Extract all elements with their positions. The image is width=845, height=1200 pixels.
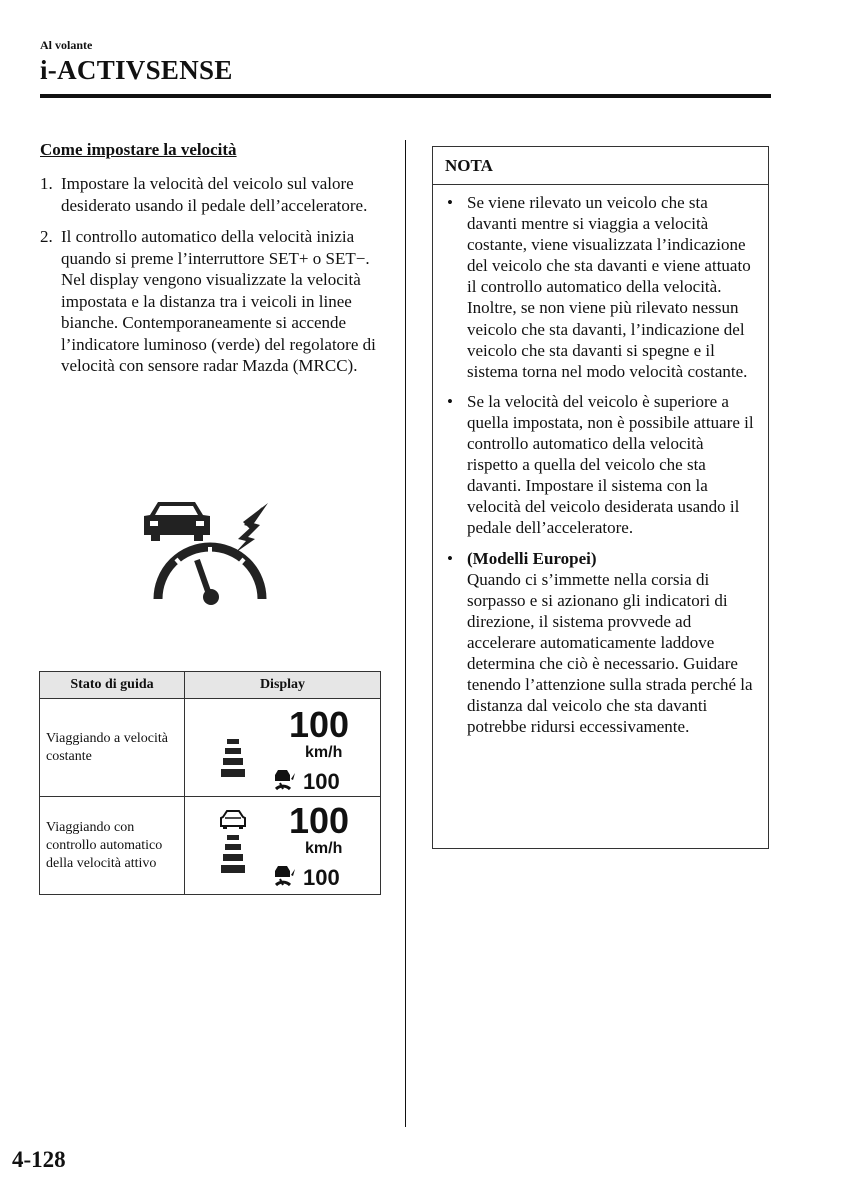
- header-rule: [40, 94, 771, 98]
- speed-readout: 100: [289, 704, 350, 745]
- header-stato: Stato di guida: [40, 672, 185, 699]
- bullet: •: [447, 548, 453, 568]
- step-text: Impostare la velocità del veicolo sul valore desiderato usando il pedale dell’acceleratore.: [61, 174, 368, 215]
- table-header-row: [40, 672, 381, 699]
- distance-bars-icon: [221, 739, 245, 777]
- set-speed: 100: [303, 865, 340, 890]
- radar-cruise-icon: [275, 866, 295, 885]
- table-row: [40, 699, 381, 797]
- set-speed: 100: [303, 769, 340, 794]
- page-title: i-ACTIVSENSE: [40, 55, 233, 85]
- distance-bars-icon: [221, 835, 245, 873]
- nota-box: [432, 146, 769, 849]
- row-state-label: Viaggiando a velocità costante: [40, 699, 185, 797]
- header-display: Display: [185, 672, 381, 699]
- nota-text: Se la velocità del veicolo è superiore a quella impostata, non è possibile attuare il controllo automatico della velocità rispetto a quella del veicolo che sta davanti. Impostare il sistema con la velocità del veicolo desiderata usando il pedale dell’acceleratore.: [467, 391, 754, 538]
- nota-text: Quando ci s’immette nella corsia di sorpasso e si azionano gli indicatori di direzione, il sistema provvede ad accelerare automaticamente laddove determina che ciò è necessario. Guidare tenendo l’attenzione sulla strada perché la distanza dal veicolo che sta davanti potrebbe ridursi eccessivamente.: [467, 569, 753, 737]
- nota-item: [443, 391, 758, 539]
- step-number: 2.: [40, 227, 53, 246]
- speed-unit: km/h: [305, 744, 343, 761]
- display-panel: [185, 797, 381, 895]
- speed-readout: 100: [289, 800, 350, 841]
- nota-item: [443, 548, 758, 738]
- nota-item: [443, 192, 758, 382]
- page-number: 4-128: [12, 1147, 66, 1172]
- nota-text: Se viene rilevato un veicolo che sta davanti mentre si viaggia a velocità costante, viene visualizzata l’indicazione del veicolo che sta davanti e viene attuato il controllo automatico della velocità. Inoltre, se non viene più rilevato nessun veicolo che sta davanti, l’indicazione del veicolo che sta davanti si spegne e il sistema torna nel modo velocità costante.: [467, 193, 751, 381]
- nota-heading: NOTA: [433, 147, 768, 185]
- step-number: 1.: [40, 174, 53, 193]
- nota-bold-label: (Modelli Europei): [467, 548, 597, 568]
- vehicle-ahead-icon: [221, 811, 245, 829]
- row-state-label: Viaggiando con controllo automatico della velocità attivo: [40, 797, 185, 895]
- table-row: [40, 797, 381, 895]
- section-label: Al volante: [40, 38, 93, 52]
- bullet: •: [447, 391, 453, 411]
- steps-list: [40, 173, 390, 387]
- step-item: [40, 226, 390, 377]
- mrcc-indicator-icon: [140, 497, 270, 607]
- subheading: Come impostare la velocità: [40, 140, 237, 159]
- status-table: [39, 671, 381, 895]
- column-divider: [405, 140, 406, 1127]
- radar-cruise-icon: [275, 770, 295, 789]
- display-panel: [185, 699, 381, 797]
- step-item: [40, 173, 390, 216]
- speed-unit: km/h: [305, 840, 343, 857]
- step-text: Il controllo automatico della velocità inizia quando si preme l’interruttore SET+ o SET−. Nel display vengono visualizzate la velocità impostata e la distanza tra i veicoli in linee bianche. Contemporaneamente si accende l’indicatore luminoso (verde) del regolatore di velocità con sensore radar Mazda (MRCC).: [61, 227, 376, 375]
- nota-list: [433, 185, 768, 737]
- bullet: •: [447, 193, 453, 212]
